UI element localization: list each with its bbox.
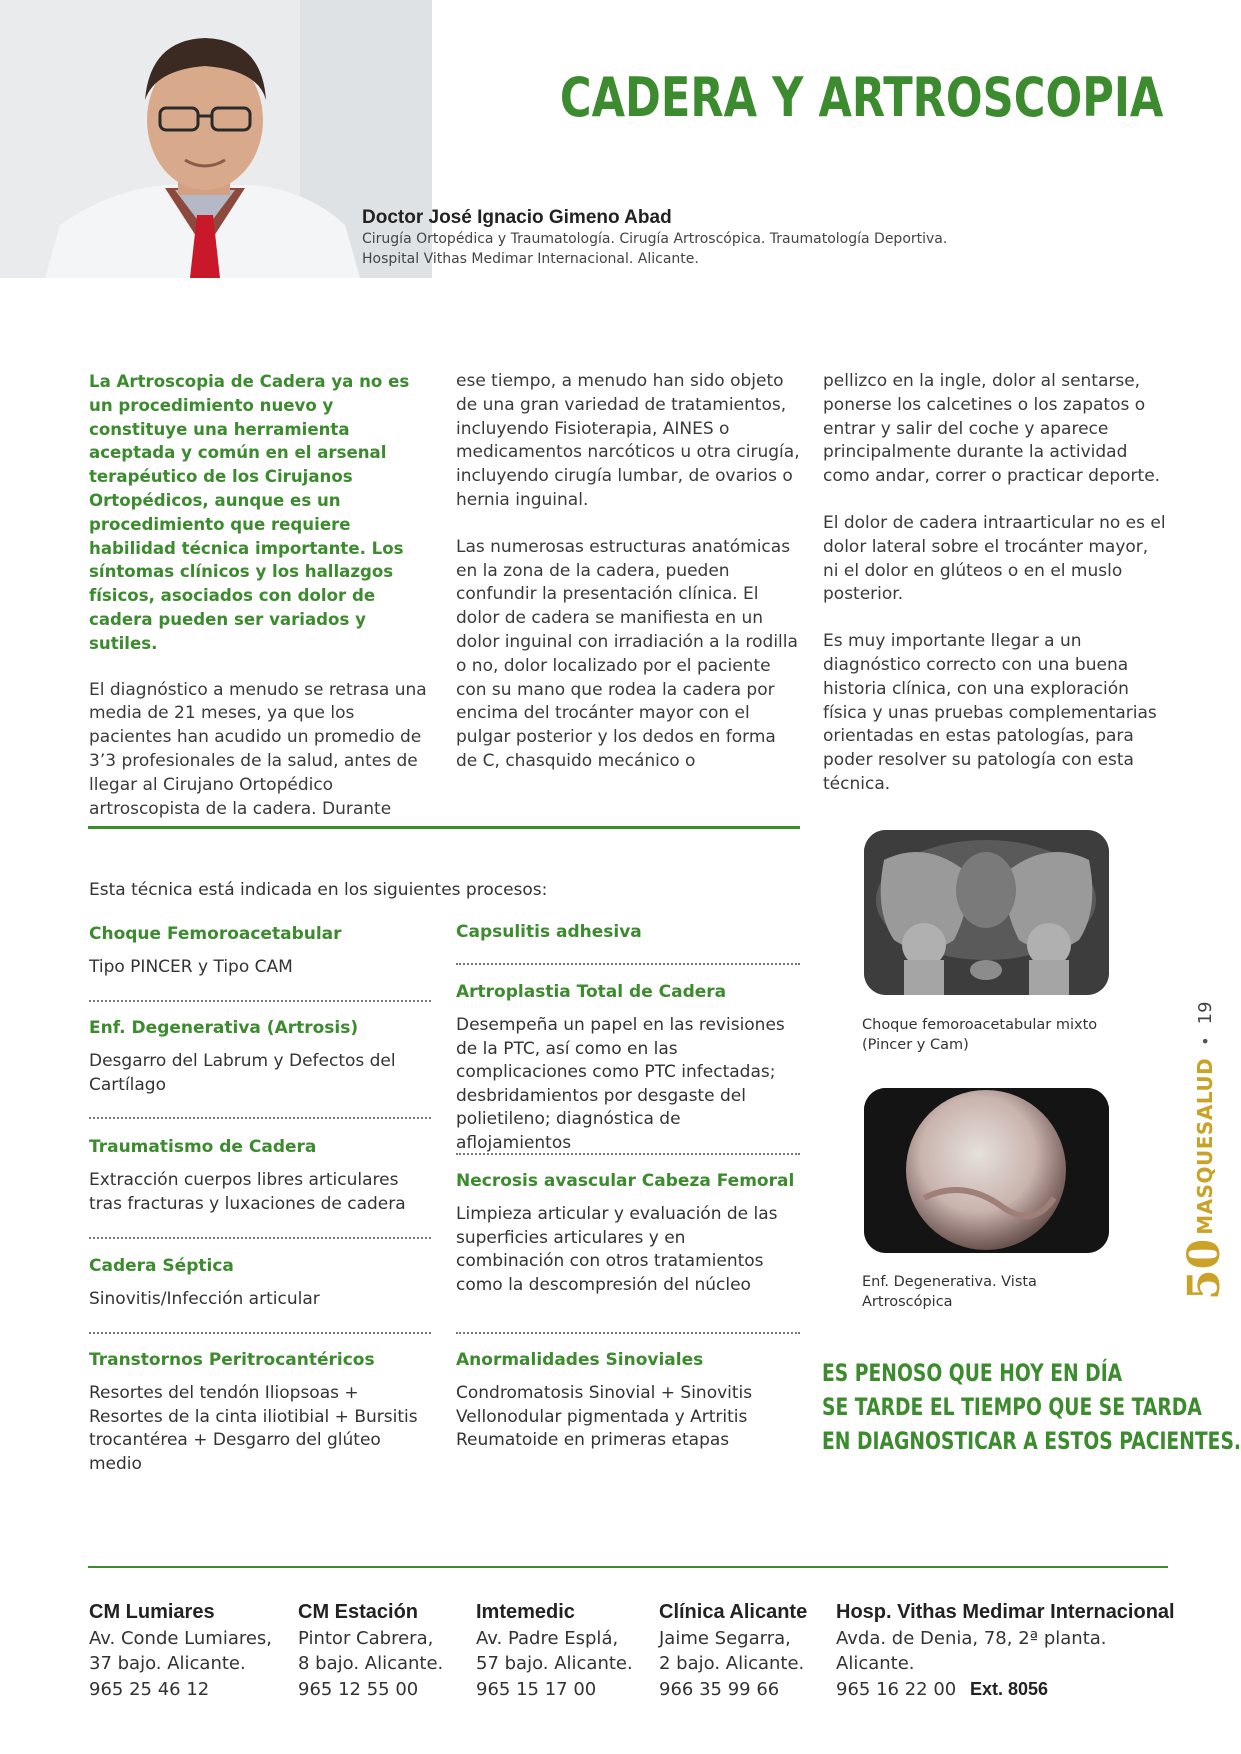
location-phone: 965 16 22 00 — [836, 1678, 957, 1700]
xray-image — [864, 830, 1109, 995]
indication-item — [89, 1350, 431, 1476]
footer-divider — [88, 1566, 1168, 1568]
footer-location — [89, 1600, 272, 1702]
location-name: Imtemedic — [476, 1601, 575, 1623]
indication-title: Capsulitis adhesiva — [456, 922, 642, 942]
location-name: CM Estación — [298, 1601, 419, 1623]
article-paragraph: ese tiempo, a menudo han sido objeto de una gran variedad de tratamientos, incluyendo Fisioterapia, AINES o medicamentos narcóticos u otra cirugía, incluyendo cirugía lumbar, de ovarios o hernia inguinal. — [456, 371, 800, 510]
indication-item — [89, 1256, 431, 1312]
article-lead: La Artroscopia de Cadera ya no es un procedimiento nuevo y constituye una herramienta aceptada y común en el arsenal terapéutico de los Cirujanos Ortopédicos, aunque es un procedimiento que requiere habilidad técnica importante. Los síntomas clínicos y los hallazgos físicos, asociados con dolor de cadera pueden ser variados y sutiles. — [89, 372, 410, 653]
indication-item — [456, 982, 798, 1155]
indication-item — [89, 1137, 431, 1216]
indication-item — [89, 1018, 431, 1097]
dotted-separator — [456, 1332, 800, 1334]
footer-location — [836, 1600, 1175, 1702]
indication-desc: Resortes del tendón Iliopsoas + Resortes de la cinta iliotibial + Bursitis trocantérea + Desgarro del glúteo medio — [89, 1383, 418, 1474]
indication-item — [456, 1171, 798, 1297]
doctor-info — [362, 207, 947, 269]
location-phone: 965 12 55 00 — [298, 1678, 419, 1700]
indication-title: Necrosis avascular Cabeza Femoral — [456, 1171, 795, 1191]
location-address: Pintor Cabrera, — [298, 1627, 434, 1649]
article-paragraph: Es muy importante llegar a un diagnóstico correcto con una buena historia clínica, con una exploración física y unas pruebas complementarias orientadas en estas patologías, para poder resolver su patología con esta técnica. — [823, 631, 1157, 794]
indication-title: Cadera Séptica — [89, 1256, 234, 1276]
indication-desc: Tipo PINCER y Tipo CAM — [89, 957, 293, 977]
indication-desc: Desgarro del Labrum y Defectos del Cartílago — [89, 1051, 396, 1095]
indication-item — [456, 1350, 798, 1453]
article-column-2 — [456, 370, 801, 797]
pull-quote — [822, 1356, 1241, 1458]
location-phone: 966 35 99 66 — [659, 1678, 780, 1700]
location-phone-line — [836, 1677, 1175, 1703]
indication-item — [456, 922, 798, 954]
dotted-separator — [456, 1153, 800, 1155]
location-name: Clínica Alicante — [659, 1601, 808, 1623]
indication-title: Anormalidades Sinoviales — [456, 1350, 704, 1370]
location-address: Av. Padre Esplá, — [476, 1627, 619, 1649]
location-address: Av. Conde Lumiares, — [89, 1627, 273, 1649]
article-column-1 — [89, 370, 434, 844]
location-address: 8 bajo. Alicante. — [298, 1653, 444, 1674]
doctor-name: Doctor José Ignacio Gimeno Abad — [362, 207, 672, 228]
location-address: 57 bajo. Alicante. — [476, 1653, 633, 1674]
article-column-3 — [823, 370, 1168, 820]
quote-line: ES PENOSO QUE HOY EN DÍA — [822, 1359, 1123, 1387]
article-paragraph: El diagnóstico a menudo se retrasa una media de 21 meses, ya que los pacientes han acudido un promedio de 3’3 profesionales de la salud, antes de llegar al Cirujano Ortopédico artroscopista de la cadera. Durante — [89, 679, 427, 819]
separator-dot: • — [1195, 1036, 1215, 1046]
caption-text: Enf. Degenerativa. Vista Artroscópica — [862, 1274, 1037, 1310]
arthroscopy-image — [864, 1088, 1109, 1253]
location-address: Alicante. — [836, 1653, 915, 1674]
indication-title: Artroplastia Total de Cadera — [456, 982, 727, 1002]
section-divider — [88, 826, 800, 829]
dotted-separator — [89, 1000, 431, 1002]
indication-desc: Limpieza articular y evaluación de las superficies articulares y en combinación con otros tratamientos como la descompresión del núcleo — [456, 1204, 778, 1295]
footer-location — [476, 1600, 633, 1702]
arthroscopy-caption — [862, 1272, 1062, 1312]
dotted-separator — [89, 1117, 431, 1119]
article-paragraph: El dolor de cadera intraarticular no es el dolor lateral sobre el trocánter mayor, ni el dolor en glúteos o en el muslo posterior. — [823, 512, 1166, 605]
article-paragraph: Las numerosas estructuras anatómicas en la zona de la cadera, pueden confundir la presentación clínica. El dolor de cadera se manifiesta en un dolor inguinal con irradiación a la rodilla o no, dolor localizado por el paciente con su mano que rodea la cadera por encima del trocánter mayor con el pulgar posterior y los dedos en forma de C, chasquido mecánico o — [456, 536, 798, 771]
indication-item — [89, 924, 431, 980]
indication-desc: Extracción cuerpos libres articulares tras fracturas y luxaciones de cadera — [89, 1170, 406, 1214]
dotted-separator — [89, 1332, 431, 1334]
indication-desc: Sinovitis/Infección articular — [89, 1289, 320, 1309]
dotted-separator — [456, 963, 800, 965]
indication-title: Traumatismo de Cadera — [89, 1137, 317, 1157]
indications-intro: Esta técnica está indicada en los siguientes procesos: — [89, 880, 548, 900]
caption-text: Choque femoroacetabular mixto (Pincer y Cam) — [862, 1017, 1098, 1053]
indication-title: Choque Femoroacetabular — [89, 924, 342, 944]
doctor-hospital: Hospital Vithas Medimar Internacional. Alicante. — [362, 251, 699, 267]
article-paragraph: pellizco en la ingle, dolor al sentarse, ponerse los calcetines o los zapatos o entrar y salir del coche y aparece principalmente durante la actividad como andar, correr o practicar deporte. — [823, 371, 1161, 487]
indication-desc: Desempeña un papel en las revisiones de la PTC, así como en las complicaciones como PTC infectadas; desbridamientos por desgaste del polietileno; diagnóstica de aflojamientos — [456, 1015, 785, 1153]
indication-title: Enf. Degenerativa (Artrosis) — [89, 1018, 359, 1038]
quote-line: EN DIAGNOSTICAR A ESTOS PACIENTES. — [822, 1427, 1241, 1455]
location-name: CM Lumiares — [89, 1601, 215, 1623]
location-phone: 965 25 46 12 — [89, 1678, 210, 1700]
brand-name: MASQUESALUD — [1193, 1057, 1217, 1235]
location-name: Hosp. Vithas Medimar Internacional — [836, 1601, 1175, 1623]
brand-number: 50 — [1179, 1238, 1230, 1300]
indication-title: Transtornos Peritrocantéricos — [89, 1350, 375, 1370]
footer-location — [659, 1600, 807, 1702]
location-ext: Ext. 8056 — [969, 1678, 1049, 1699]
page-title: CADERA Y ARTROSCOPIA — [559, 66, 1163, 129]
location-address: 37 bajo. Alicante. — [89, 1653, 246, 1674]
location-address: 2 bajo. Alicante. — [659, 1653, 805, 1674]
location-address: Jaime Segarra, — [659, 1627, 791, 1649]
footer-location — [298, 1600, 443, 1702]
doctor-specialty: Cirugía Ortopédica y Traumatología. Cirugía Artroscópica. Traumatología Deportiva. — [362, 231, 948, 247]
quote-line: SE TARDE EL TIEMPO QUE SE TARDA — [822, 1393, 1202, 1421]
location-phone: 965 15 17 00 — [476, 1678, 597, 1700]
dotted-separator — [89, 1237, 431, 1239]
xray-caption — [862, 1015, 1122, 1055]
page-number: 19 — [1194, 1001, 1216, 1025]
location-address: Avda. de Denia, 78, 2ª planta. — [836, 1627, 1107, 1649]
indication-desc: Condromatosis Sinovial + Sinovitis Vellonodular pigmentada y Artritis Reumatoide en primeras etapas — [456, 1383, 753, 1450]
side-brand — [1179, 1001, 1230, 1300]
